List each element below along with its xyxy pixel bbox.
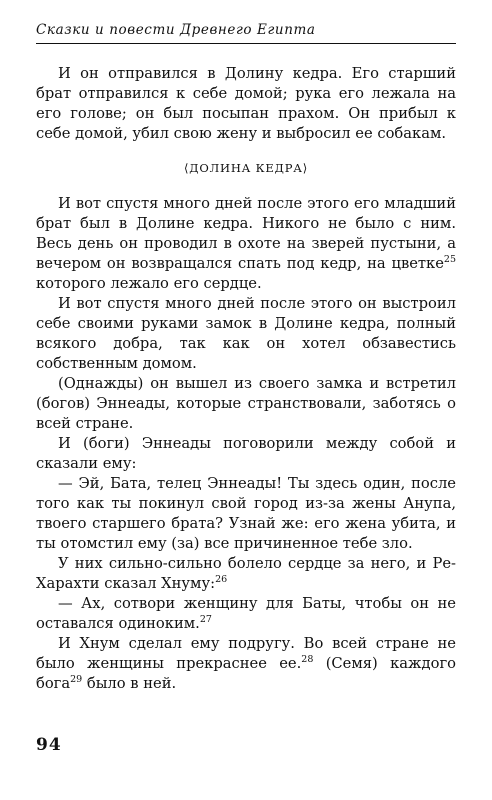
paragraph-text: — Ах, сотвори женщину для Баты, чтобы он не оставался одиноким. (36, 595, 456, 632)
footnote-ref: 28 (301, 654, 314, 665)
paragraph: И вот спустя много дней после этого он выстроил себе своими руками замок в Долине кедра, полный всякого добра, так как он хотел обзавестись собственным домом. (36, 295, 456, 372)
paragraph: — Эй, Бата, телец Эннеады! Ты здесь один, после того как ты покинул свой город из-за жены Анупа, твоего старшего брата? Узнай же: его жена убита, и ты отомстил ему (за) все причиненное тебе зло. (36, 475, 456, 552)
paragraph-text: было в ней. (82, 675, 177, 692)
section-title: ⟨ДОЛИНА КЕДРА⟩ (183, 161, 309, 175)
paragraph-text: (Семя) каждого бога (36, 655, 456, 692)
book-page (36, 22, 456, 782)
paragraph-text: И вот спустя много дней после этого его младший брат был в Долине кедра. Никого не было с ним. Весь день он проводил в охоте на зверей пустыни, а вечером он возвращался спать под кедр, на цветке (36, 195, 456, 272)
paragraph (36, 594, 456, 634)
paragraph (36, 194, 456, 294)
paragraph-text: И Хнум сделал ему подругу. Во всей стране не было женщины прекраснее ее. (36, 635, 456, 672)
paragraph: (Однажды) он вышел из своего замка и встретил (богов) Эннеады, которые странствовали, заботясь о всей стране. (36, 375, 456, 432)
paragraph: И (боги) Эннеады поговорили между собой и сказали ему: (36, 435, 456, 472)
paragraph-text: которого лежало его сердце. (36, 275, 262, 292)
running-header: Сказки и повести Древнего Египта (36, 22, 456, 44)
paragraph (36, 554, 456, 594)
page-body (36, 64, 456, 694)
footnote-ref: 25 (443, 254, 456, 265)
paragraph: И он отправился в Долину кедра. Его старший брат отправился к себе домой; рука его лежала на его голове; он был посыпан прахом. Он прибыл к себе домой, убил свою жену и выбросил ее собакам. (36, 65, 456, 142)
paragraph (36, 634, 456, 694)
footnote-ref: 26 (215, 574, 228, 585)
paragraph-text: У них сильно-сильно болело сердце за него, и Ре-Харахти сказал Хнуму: (36, 555, 456, 592)
footnote-ref: 29 (70, 674, 83, 685)
footnote-ref: 27 (199, 614, 212, 625)
page-number: 94 (36, 735, 62, 755)
